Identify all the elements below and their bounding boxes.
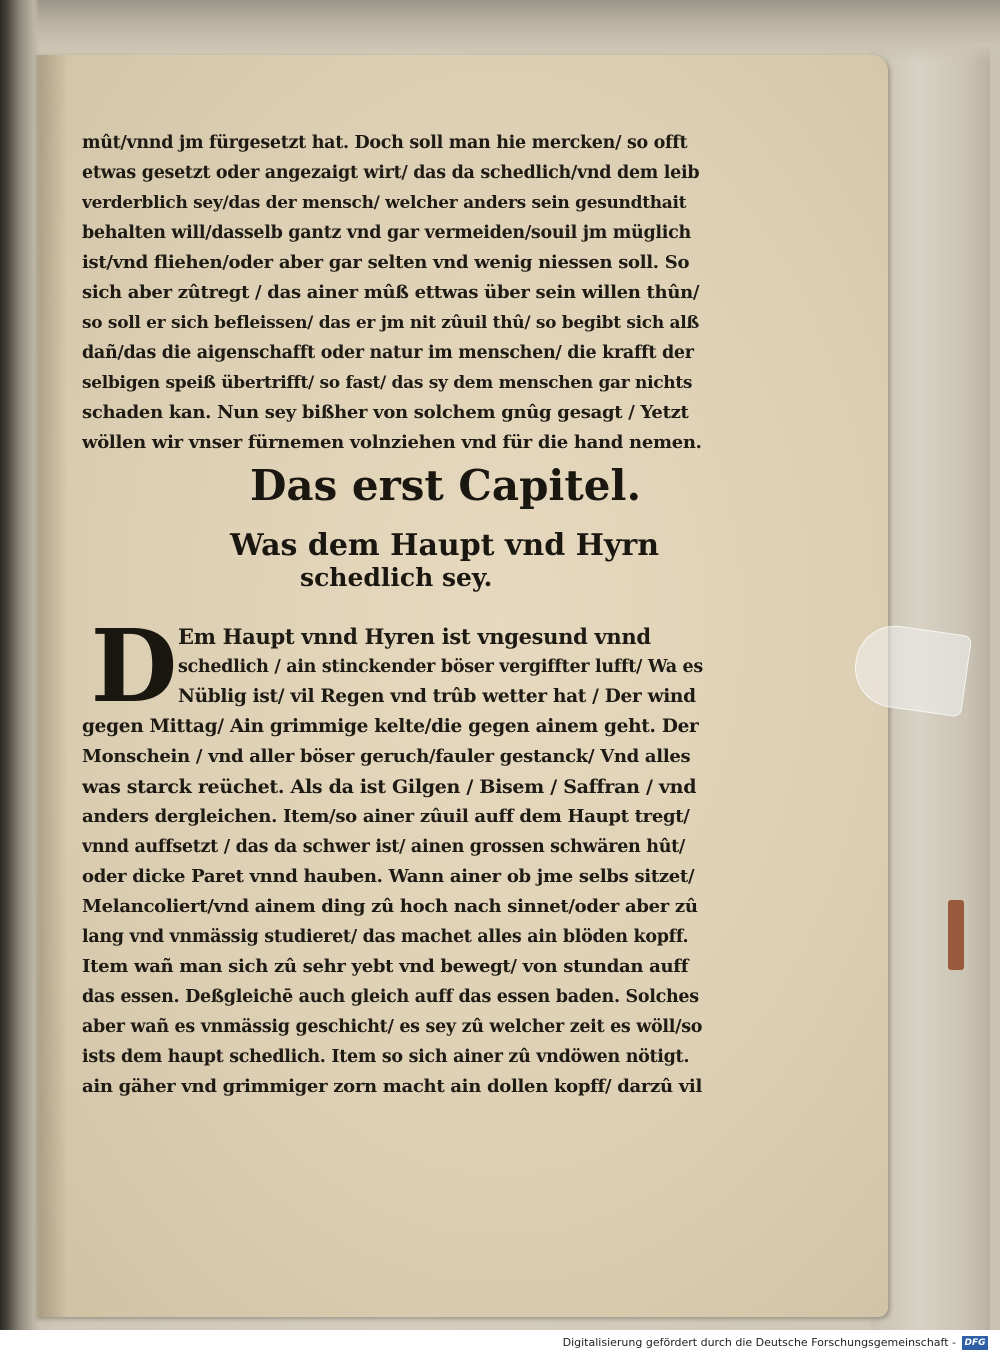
text-line: mût/vnnd jm fürgesetzt hat. Doch soll man hie mercken/ so offt <box>82 133 688 153</box>
funding-credit: Digitalisierung gefördert durch die Deutsche Forschungsgemeinschaft - <box>562 1336 956 1349</box>
text-line: gegen Mittag/ Ain grimmige kelte/die gegen ainem geht. Der <box>82 716 699 737</box>
text-line: verderblich sey/das der mensch/ welcher anders sein gesundthait <box>82 193 687 213</box>
text-line: etwas gesetzt oder angezaigt wirt/ das da schedlich/vnd dem leib <box>82 163 700 183</box>
book-spine <box>0 0 40 1330</box>
text-line: ist/vnd fliehen/oder aber gar selten vnd wenig niessen soll. So <box>82 252 690 273</box>
text-line: anders dergleichen. Item/so ainer zûuil auff dem Haupt tregt/ <box>82 806 690 827</box>
text-line: ain gäher vnd grimmiger zorn macht ain dollen kopff/ darzû vil <box>82 1076 702 1097</box>
text-line: sich aber zûtregt / das ainer mûß ettwas über sein willen thûn/ <box>82 282 700 303</box>
text-line: behalten will/dasselb gantz vnd gar vermeiden/souil jm müglich <box>82 223 691 243</box>
text-line: Nüblig ist/ vil Regen vnd trûb wetter hat / Der wind <box>178 686 696 707</box>
text-line: lang vnd vnmässig studieret/ das machet alles ain blöden kopff. <box>82 927 689 947</box>
chapter-title: Das erst Capitel. <box>250 461 642 510</box>
text-line: Em Haupt vnnd Hyren ist vngesund vnnd <box>178 624 651 649</box>
text-line: Item wañ man sich zû sehr yebt vnd bewegt/ von stundan auff <box>82 956 689 977</box>
text-line: ists dem haupt schedlich. Item so sich ainer zû vndöwen nötigt. <box>82 1047 690 1067</box>
chapter-subtitle: Was dem Haupt vnd Hyrn <box>230 528 660 563</box>
text-line: schedlich / ain stinckender böser vergiffter lufft/ Wa es <box>178 657 703 677</box>
text-line: wöllen wir vnser fürnemen volnziehen vnd für die hand nemen. <box>82 432 702 453</box>
text-line: vnnd auffsetzt / das da schwer ist/ ainen grossen schwären hût/ <box>82 837 686 857</box>
text-line: das essen. Deßgleichē auch gleich auff das essen baden. Solches <box>82 987 699 1007</box>
dfg-logo[interactable]: DFG <box>962 1336 988 1350</box>
text-line: was starck reüchet. Als da ist Gilgen / Bisem / Saffran / vnd <box>82 776 697 798</box>
text-line: aber wañ es vnmässig geschicht/ es sey zû welcher zeit es wöll/so <box>82 1017 702 1037</box>
text-line: schaden kan. Nun sey bißher von solchem gnûg gesagt / Yetzt <box>82 402 689 423</box>
text-line: Melancoliert/vnd ainem ding zû hoch nach sinnet/oder aber zû <box>82 896 698 917</box>
text-line: oder dicke Paret vnnd hauben. Wann ainer ob jme selbs sitzet/ <box>82 866 695 887</box>
bookmark-tab <box>948 900 964 970</box>
book-top-edge <box>0 0 1000 62</box>
text-line: selbigen speiß übertrifft/ so fast/ das sy dem menschen gar nichts <box>82 373 693 393</box>
chapter-subtitle-continued: schedlich sey. <box>300 563 493 592</box>
text-line: Monschein / vnd aller böser geruch/fauler gestanck/ Vnd alles <box>82 746 691 767</box>
text-line: so soll er sich befleissen/ das er jm nit zûuil thû/ so begibt sich alß <box>82 313 700 333</box>
drop-cap-initial: D <box>90 607 178 725</box>
text-line: dañ/das die aigenschafft oder natur im menschen/ die krafft der <box>82 343 694 363</box>
